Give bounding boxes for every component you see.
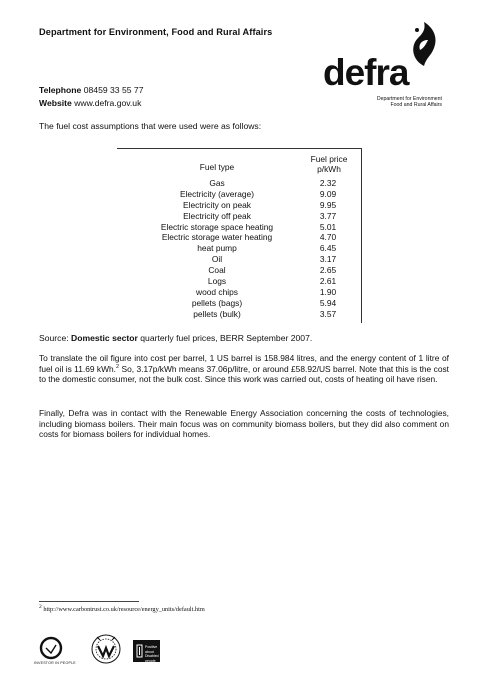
fuel-type-cell: heat pump: [197, 243, 237, 254]
table-row: [117, 178, 362, 189]
table-row: [117, 309, 362, 320]
investor-in-people-logo-icon: [37, 636, 65, 662]
disabled-people-line2: Disabled people: [145, 654, 159, 663]
fuel-type-cell: wood chips: [196, 286, 238, 297]
investor-in-people-label: INVESTOR IN PEOPLE: [34, 661, 76, 665]
table-row: [117, 189, 362, 200]
fuel-price-cell: 5.94: [319, 297, 337, 308]
fuel-price-header-line2: p/kWh: [317, 164, 341, 174]
fuel-type-cell: pellets (bulk): [193, 308, 241, 319]
footnote-url[interactable]: http://www.carbontrust.co.uk/resource/energy_units/default.htm: [41, 606, 205, 613]
fuel-type-cell: pellets (bags): [191, 297, 243, 308]
telephone-value: 08459 33 55 77: [83, 85, 144, 95]
oil-conversion-paragraph: [39, 353, 449, 385]
fuel-type-cell: Electric storage space heating: [160, 221, 274, 232]
table-row: [117, 287, 362, 298]
telephone-label: Telephone: [39, 85, 82, 95]
fuel-type-cell: Electricity (average): [179, 188, 254, 199]
fuel-price-cell: 2.65: [319, 265, 337, 276]
disabled-people-label: [145, 645, 160, 663]
footnote-number: 2: [39, 603, 42, 610]
footnote-reference[interactable]: 2: [116, 363, 120, 370]
fuel-type-cell: Logs: [207, 276, 227, 287]
source-prefix: Source:: [39, 333, 72, 343]
column-header-fuel-price: [298, 154, 360, 174]
table-body: [117, 178, 362, 320]
source-bold: Domestic sector: [71, 333, 138, 343]
disabled-people-line1: Positive about: [145, 645, 158, 654]
fuel-cost-table: [117, 148, 362, 323]
fuel-type-cell: Coal: [208, 265, 226, 276]
biomass-paragraph: Finally, Defra was in contact with the Renewable Energy Association concerning the costs of technologies, including biomass boilers. Their main focus was on community biomass boilers, but they did also comment on costs for biomass boilers for individual homes.: [39, 408, 449, 440]
fuel-price-cell: 1.90: [319, 286, 337, 297]
footnote: [39, 603, 205, 613]
table-row: [117, 222, 362, 233]
source-suffix: quarterly fuel prices, BERR September 2007.: [137, 333, 313, 343]
source-line: [39, 333, 312, 343]
telephone-line: [39, 84, 143, 97]
fuel-price-cell: 4.70: [319, 232, 337, 243]
fuel-price-cell: 3.77: [319, 210, 337, 221]
fuel-type-cell: Electricity off peak: [183, 210, 251, 221]
paragraph1-before: To translate the oil figure into cost per barrel, 1 US barrel is 158.984 litres, and the energy content of 1 litre of fuel oil is 11.69 kWh.: [39, 353, 449, 374]
department-name: Department for Environment, Food and Rural Affairs: [39, 27, 273, 37]
paragraph1-after: So, 3.17p/kWh means 37.06p/litre, or around £58.92/US barrel. Note that this is the cost to the domestic consumer, not the bulk cost. Since this work was carried out, costs of heating oil have risen.: [39, 363, 449, 385]
fuel-price-cell: 3.17: [319, 254, 337, 265]
fuel-price-cell: 9.95: [319, 199, 337, 210]
fuel-price-cell: 6.45: [319, 243, 337, 254]
table-row: [117, 276, 362, 287]
logo-sub-line1: Department for Environment: [376, 96, 442, 102]
table-row: [117, 211, 362, 222]
table-row: [117, 232, 362, 243]
fuel-type-cell: Electric storage water heating: [161, 232, 273, 243]
intro-text: The fuel cost assumptions that were used were as follows:: [39, 121, 262, 131]
table-row: [117, 254, 362, 265]
fuel-type-cell: Oil: [211, 254, 223, 265]
fuel-type-cell: Electricity on peak: [183, 199, 251, 210]
table-top-border: [117, 148, 362, 149]
website-label: Website: [39, 97, 72, 108]
fuel-price-cell: 9.09: [319, 188, 337, 199]
disability-symbol-icon: [136, 644, 143, 658]
footnote-divider: [39, 601, 139, 602]
positive-about-disabled-people-logo: [133, 640, 160, 662]
defra-logo-subtitle: [356, 96, 442, 109]
fuel-type-cell: Gas: [209, 178, 225, 188]
table-row: [117, 200, 362, 211]
website-value[interactable]: www.defra.gov.uk: [74, 97, 142, 108]
table-row: [117, 298, 362, 309]
website-line: [39, 97, 143, 110]
contact-block: [39, 84, 143, 109]
logo-sub-line2: Food and Rural Affairs: [390, 102, 442, 109]
defra-swirl-logo-icon: [404, 20, 440, 68]
fuel-price-cell: 2.61: [319, 276, 337, 287]
fuel-price-cell: 5.01: [319, 221, 337, 232]
fuel-price-header-line1: Fuel price: [310, 154, 348, 164]
fuel-price-cell: 2.32: [319, 178, 337, 188]
column-header-fuel-type: Fuel type: [199, 162, 235, 172]
table-row: [117, 265, 362, 276]
table-row: [117, 243, 362, 254]
fuel-price-cell: 3.57: [319, 308, 337, 319]
defra-logo-wordmark: defra: [323, 52, 409, 93]
accreditation-seal-icon: [90, 632, 122, 666]
